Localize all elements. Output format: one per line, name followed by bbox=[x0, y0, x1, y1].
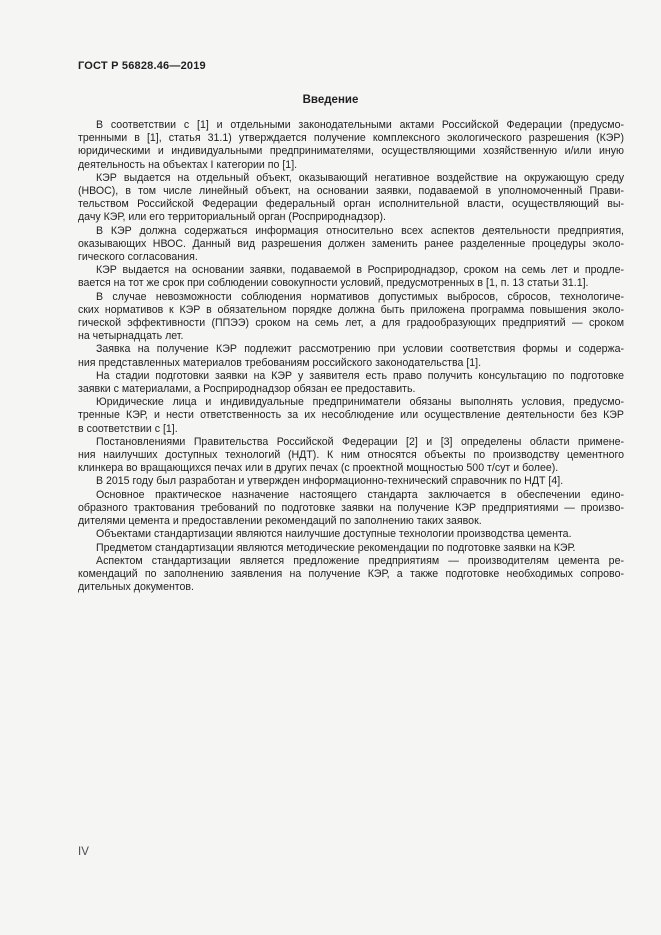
page-number: IV bbox=[78, 846, 89, 858]
text-line: В случае невозможности соблюдения нормативов допустимых выбросов, сбросов, технологиче- bbox=[96, 290, 624, 303]
text-line: в соответствии с [1]. bbox=[78, 422, 178, 435]
text-line: Объектами стандартизации являются наилучшие доступные технологии производства цемента. bbox=[96, 528, 572, 541]
text-line: дачу КЭР, или его территориальный орган (Росприроднадзор). bbox=[78, 211, 386, 224]
section-title: Введение bbox=[302, 94, 359, 106]
text-line: дительных документов. bbox=[78, 581, 195, 594]
paragraph bbox=[78, 528, 624, 541]
paragraph bbox=[78, 291, 624, 344]
paragraph bbox=[78, 475, 624, 488]
text-line: гического согласования. bbox=[78, 251, 198, 264]
paragraph bbox=[78, 119, 624, 172]
paragraph bbox=[78, 370, 624, 396]
text-line: КЭР выдается на основании заявки, подаваемой в Росприроднадзор, сроком на семь лет и продле- bbox=[96, 264, 624, 277]
paragraph bbox=[78, 489, 624, 529]
text-line: дителями цемента и предоставлении рекомендаций по заполнению таких заявок. bbox=[78, 515, 482, 528]
text-line: тренными в [1], статья 31.1) утверждается получение комплексного экологического разрешения (КЭР) bbox=[78, 132, 624, 145]
text-line: В КЭР должна содержаться информация относительно всех аспектов деятельности предприятия, bbox=[96, 224, 624, 237]
text-line: Заявка на получение КЭР подлежит рассмотрению при условии соответствия формы и содержа- bbox=[96, 343, 624, 356]
text-line: оказывающих НВОС. Данный вид разрешения должен заменить ранее разделенные процедуры эколо- bbox=[78, 237, 624, 250]
text-line: комендаций по заполнению заявления на получение КЭР, а также подготовке необходимых сопрово- bbox=[78, 567, 624, 580]
text-line: Юридические лица и индивидуальные предприниматели обязаны выполнять условия, предусмо- bbox=[96, 396, 624, 409]
text-line: деятельность на объектах I категории по [1]. bbox=[78, 158, 298, 171]
text-line: клинкера во вращающихся печах или в других печах (с проектной мощностью 500 т/сут и более). bbox=[78, 462, 559, 475]
text-line: тренные КЭР, и нести ответственность за их несоблюдение или осуществление деятельности без КЭР bbox=[78, 409, 624, 422]
paragraph bbox=[78, 264, 624, 290]
text-line: Аспектом стандартизации является предложение предприятиям — производителям цемента ре- bbox=[96, 554, 624, 567]
text-line: образного трактования требований по подготовке заявки на получение КЭР предприятиями — произво- bbox=[78, 501, 624, 514]
text-line: Основное практическое назначение настоящего стандарта заключается в обеспечении едино- bbox=[96, 488, 624, 501]
paragraph bbox=[78, 436, 624, 476]
text-line: В 2015 году был разработан и утвержден информационно-технический справочник по НДТ [4]. bbox=[96, 475, 564, 488]
introduction-text bbox=[78, 119, 624, 594]
text-line: гической эффективности (ППЭЭ) сроком на семь лет, а для градообразующих предприятий — сроком bbox=[78, 317, 624, 330]
text-line: заявки с материалами, а Росприроднадзор обязан ее предоставить. bbox=[78, 383, 416, 396]
paragraph bbox=[78, 396, 624, 436]
text-line: В соответствии с [1] и отдельными законодательными актами Российской Федерации (предусмо- bbox=[96, 119, 624, 131]
paragraph bbox=[78, 555, 624, 595]
text-line: На стадии подготовки заявки на КЭР у заявителя есть право получить консультацию по подготовке bbox=[96, 369, 624, 382]
text-line: Предметом стандартизации являются методические рекомендации по подготовке заявки на КЭР. bbox=[96, 541, 576, 554]
text-line: (НВОС), в том числе линейный объект, на основании заявки, подаваемой в уполномоченный Прави- bbox=[78, 185, 624, 198]
document-number-header: ГОСТ Р 56828.46—2019 bbox=[78, 60, 206, 72]
text-line: ния представленных материалов требованиям российского законодательства [1]. bbox=[78, 356, 482, 369]
paragraph bbox=[78, 225, 624, 265]
paragraph bbox=[78, 172, 624, 225]
text-line: ских нормативов к КЭР в обязательном порядке должна быть приложена программа повышения эколо- bbox=[78, 303, 624, 316]
text-line: ния наилучших доступных технологий (НДТ). К ним относятся объекты по производству цементного bbox=[78, 449, 624, 462]
text-line: вается на тот же срок при соблюдении совокупности условий, предусмотренных в [1, п. 13 статьи 31.1]. bbox=[78, 277, 589, 290]
text-line: юридическими и индивидуальными предпринимателями, осуществляющими хозяйственную и/или иную bbox=[78, 145, 624, 158]
text-line: Постановлениями Правительства Российской Федерации [2] и [3] определены области примене- bbox=[96, 435, 624, 448]
text-line: на четырнадцать лет. bbox=[78, 330, 184, 343]
text-line: КЭР выдается на отдельный объект, оказывающий негативное воздействие на окружающую среду bbox=[96, 171, 624, 184]
paragraph bbox=[78, 542, 624, 555]
paragraph bbox=[78, 343, 624, 369]
text-line: тельством Российской Федерации федеральный орган исполнительной власти, осуществляющий вы- bbox=[78, 198, 624, 211]
